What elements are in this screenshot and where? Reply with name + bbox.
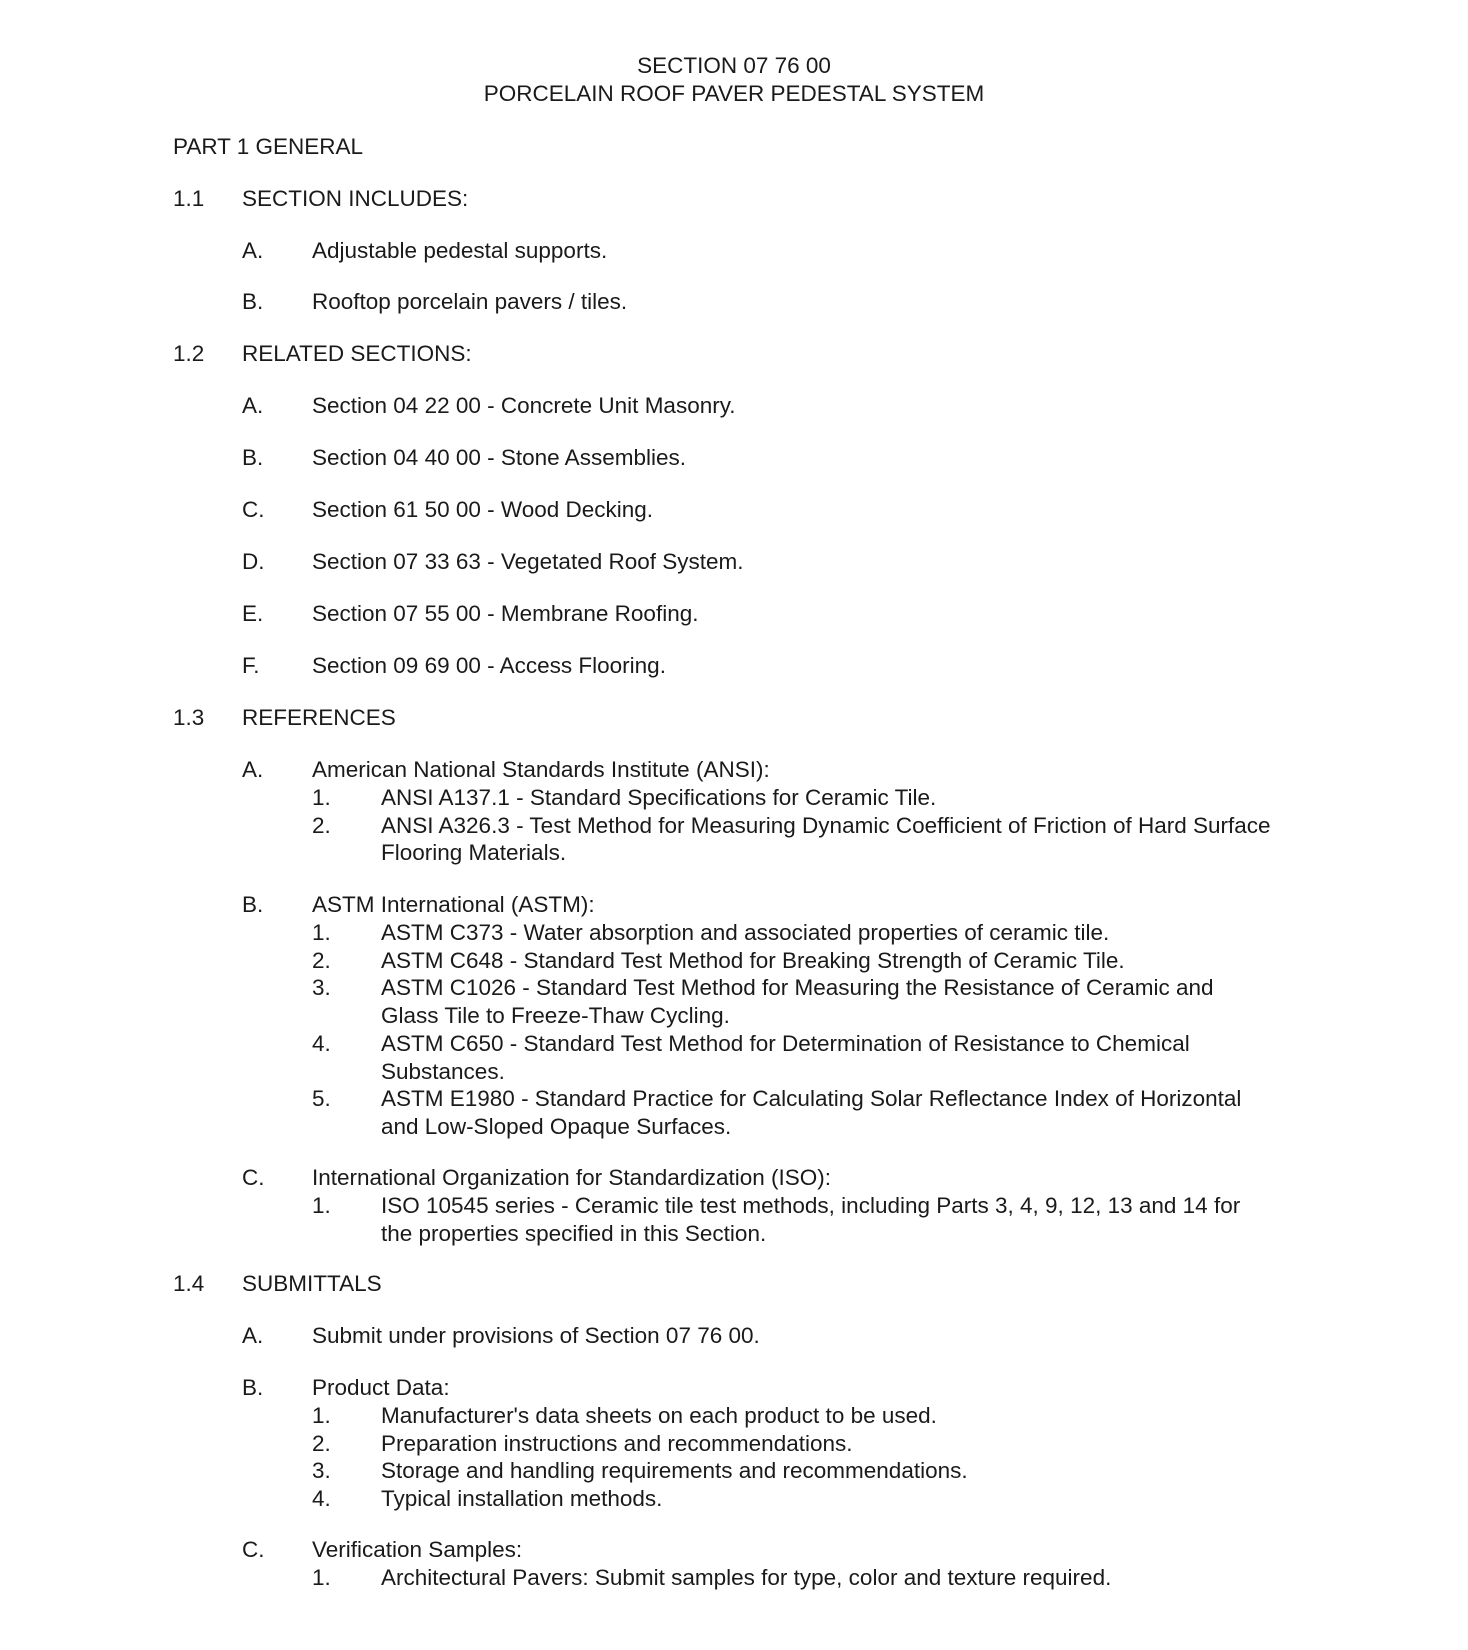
sub-item-text: ANSI A326.3 - Test Method for Measuring Dynamic Coefficient of Friction of Hard Surface Flooring Materials. xyxy=(381,812,1271,866)
sub-item xyxy=(312,784,1282,812)
paragraph-text: Submit under provisions of Section 07 76 00. xyxy=(312,1323,760,1348)
sub-item xyxy=(312,1192,1282,1247)
paragraph-text: International Organization for Standardization (ISO): xyxy=(312,1165,832,1190)
sub-item-list xyxy=(312,1192,1282,1247)
sub-item-text: Preparation instructions and recommendations. xyxy=(381,1430,853,1456)
paragraph-letter: D. xyxy=(242,549,265,574)
paragraph-letter: A. xyxy=(242,1323,264,1348)
sub-item-number: 4. xyxy=(312,1030,331,1056)
sub-item-text: ASTM E1980 - Standard Practice for Calculating Solar Reflectance Index of Horizontal and Low-Sloped Opaque Surfaces. xyxy=(381,1086,1242,1139)
sub-item-text: Typical installation methods. xyxy=(381,1486,663,1512)
paragraph-text: Verification Samples: xyxy=(312,1537,523,1562)
sub-item-number: 2. xyxy=(312,947,331,973)
sub-item xyxy=(312,812,1282,867)
sub-item-list xyxy=(312,784,1282,867)
sub-item-list xyxy=(312,919,1282,1141)
sub-item xyxy=(312,919,1282,947)
sub-item-text: ASTM C648 - Standard Test Method for Breaking Strength of Ceramic Tile. xyxy=(381,947,1125,973)
article-number: 1.3 xyxy=(173,705,205,730)
paragraph-letter: E. xyxy=(242,601,264,626)
paragraph-letter: A. xyxy=(242,393,264,418)
sub-item xyxy=(312,947,1282,975)
article-number: 1.2 xyxy=(173,341,205,366)
paragraph-letter: B. xyxy=(242,289,264,314)
sub-item-text: Architectural Pavers: Submit samples for type, color and texture required. xyxy=(381,1565,1112,1590)
sub-item-list xyxy=(312,1402,1282,1513)
paragraph-text: ASTM International (ASTM): xyxy=(312,892,595,917)
paragraph-letter: C. xyxy=(242,1537,265,1562)
sub-item-text: ASTM C1026 - Standard Test Method for Measuring the Resistance of Ceramic and Glass Tile to Freeze-Thaw Cycling. xyxy=(381,975,1214,1029)
paragraph-text: Section 07 33 63 - Vegetated Roof System. xyxy=(312,549,744,574)
section-header xyxy=(0,52,1468,108)
sub-item-text: ASTM C373 - Water absorption and associated properties of ceramic tile. xyxy=(381,920,1110,945)
section-number: SECTION 07 76 00 xyxy=(637,53,831,78)
article-title: REFERENCES xyxy=(242,705,396,730)
paragraph-letter: C. xyxy=(242,1165,265,1190)
sub-item-number: 5. xyxy=(312,1086,331,1112)
sub-item xyxy=(312,1457,1282,1485)
article-number: 1.4 xyxy=(173,1271,205,1296)
paragraph-text: Rooftop porcelain pavers / tiles. xyxy=(312,289,628,314)
paragraph-letter: F. xyxy=(242,653,260,678)
paragraph-letter: C. xyxy=(242,497,265,522)
paragraph-text: Section 61 50 00 - Wood Decking. xyxy=(312,497,654,522)
sub-item xyxy=(312,1564,1282,1592)
sub-item xyxy=(312,1030,1282,1085)
sub-item-text: Manufacturer's data sheets on each product to be used. xyxy=(381,1403,937,1428)
section-title: PORCELAIN ROOF PAVER PEDESTAL SYSTEM xyxy=(483,81,985,106)
paragraph-text: Section 04 40 00 - Stone Assemblies. xyxy=(312,445,686,470)
sub-item xyxy=(312,974,1282,1029)
sub-item-number: 1. xyxy=(312,1403,331,1428)
sub-item xyxy=(312,1402,1282,1430)
part-heading: PART 1 GENERAL xyxy=(173,134,364,159)
paragraph-letter: B. xyxy=(242,892,264,917)
sub-item-text: Storage and handling requirements and recommendations. xyxy=(381,1458,968,1484)
sub-item-text: ANSI A137.1 - Standard Specifications for Ceramic Tile. xyxy=(381,785,937,810)
article-title: SUBMITTALS xyxy=(242,1271,382,1296)
sub-item-number: 1. xyxy=(312,1193,331,1218)
paragraph-text: Section 07 55 00 - Membrane Roofing. xyxy=(312,601,699,626)
sub-item-list xyxy=(312,1564,1282,1592)
sub-item-number: 3. xyxy=(312,1458,331,1484)
paragraph-text: Adjustable pedestal supports. xyxy=(312,238,608,263)
sub-item-number: 2. xyxy=(312,1430,331,1456)
sub-item-text: ASTM C650 - Standard Test Method for Determination of Resistance to Chemical Substances. xyxy=(381,1030,1190,1084)
paragraph-text: Section 04 22 00 - Concrete Unit Masonry. xyxy=(312,393,736,418)
paragraph-letter: A. xyxy=(242,238,264,263)
sub-item-number: 3. xyxy=(312,975,331,1001)
sub-item-text: ISO 10545 series - Ceramic tile test methods, including Parts 3, 4, 9, 12, 13 and 14 for the properties specified in this Section. xyxy=(381,1193,1241,1246)
sub-item xyxy=(312,1430,1282,1458)
paragraph-letter: B. xyxy=(242,445,264,470)
paragraph-letter: A. xyxy=(242,757,264,782)
sub-item-number: 4. xyxy=(312,1486,331,1512)
article-title: RELATED SECTIONS: xyxy=(242,341,472,366)
paragraph-letter: B. xyxy=(242,1375,264,1400)
sub-item xyxy=(312,1485,1282,1513)
sub-item-number: 1. xyxy=(312,920,331,945)
article-number: 1.1 xyxy=(173,186,205,211)
article-title: SECTION INCLUDES: xyxy=(242,186,469,211)
sub-item xyxy=(312,1085,1282,1140)
paragraph-text: Section 09 69 00 - Access Flooring. xyxy=(312,653,666,678)
sub-item-number: 1. xyxy=(312,785,331,810)
paragraph-text: American National Standards Institute (ANSI): xyxy=(312,757,770,782)
paragraph-text: Product Data: xyxy=(312,1375,450,1400)
sub-item-number: 2. xyxy=(312,812,331,838)
sub-item-number: 1. xyxy=(312,1565,331,1590)
